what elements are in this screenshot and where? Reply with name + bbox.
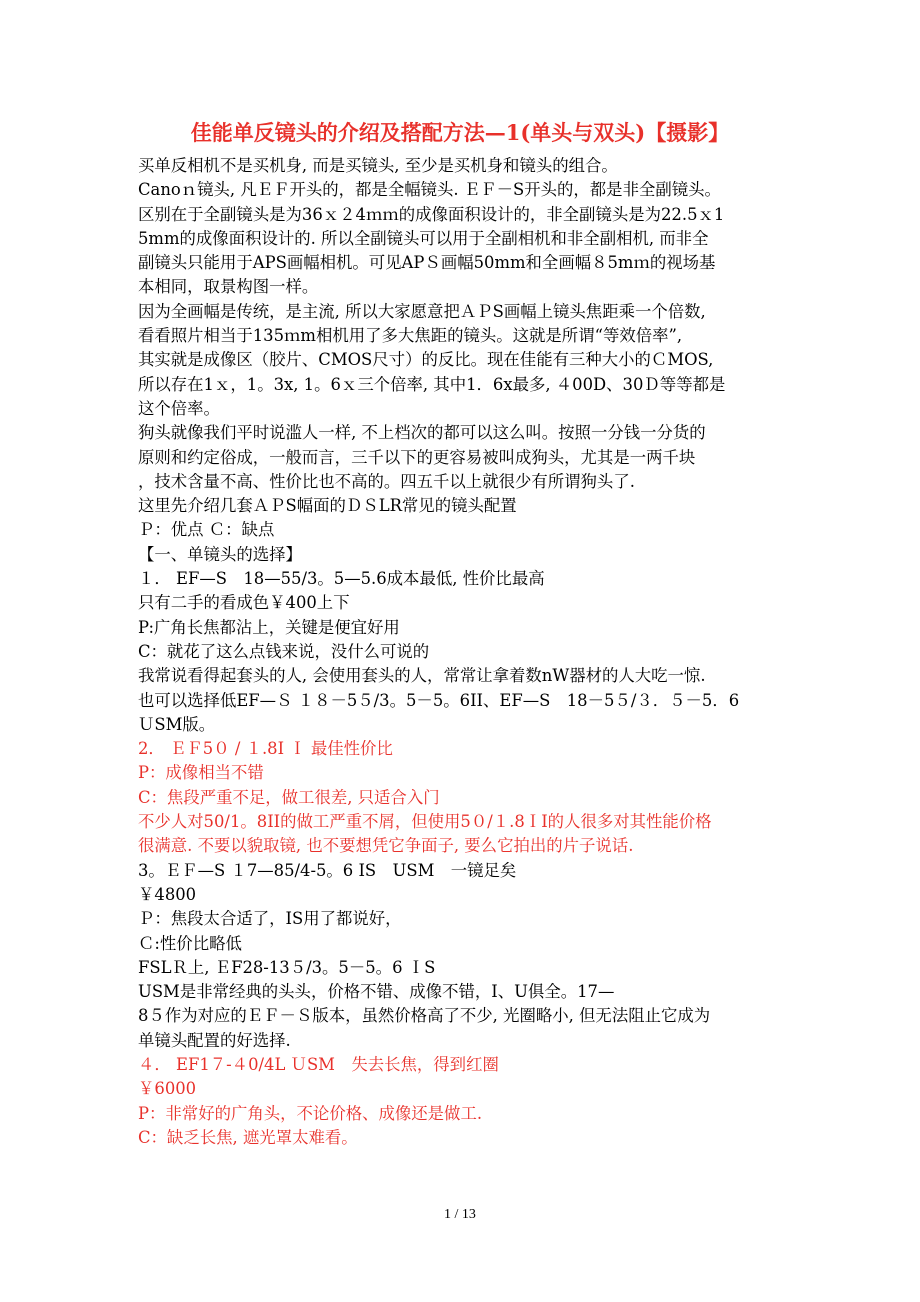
text-line: 【一、单镜头的选择】 (138, 544, 302, 564)
text-line: C：缺乏长焦, 遮光罩太难看。 (138, 1127, 358, 1147)
text-line: 2． ＥＦ5０ / １.8I Ｉ 最佳性价比 (138, 739, 393, 759)
text-line: 买单反相机不是买机身, 而是买镜头, 至少是买机身和镜头的组合。 (138, 156, 618, 175)
text-line: USM是非常经典的头头，价格不错、成像不错，I、U俱全。17— (138, 982, 615, 1002)
text-line: 这个倍率。 (138, 398, 220, 418)
text-line: ￥6000 (138, 1079, 197, 1099)
text-line: 看看照片相当于135ｍm相机用了多大焦距的镜头。这就是所谓“等效倍率”, (138, 326, 683, 346)
text-line: ４． EF1７-４0/4L ＵSM 失去长焦，得到红圈 (138, 1054, 499, 1074)
text-line: P：非常好的广角头，不论价格、成像还是做工. (138, 1103, 483, 1123)
text-line: 只有二手的看成色￥400上下 (138, 593, 350, 613)
text-line: 3。ＥＦ—S １7—85/4-5。6 IS USM 一镜足矣 (138, 860, 517, 880)
text-line: Ｃ:性价比略低 (138, 933, 242, 953)
text-line: Canoｎ镜头, 凡ＥＦ开头的，都是全幅镜头. ＥＦ－S开头的，都是非全副镜头。 (138, 180, 721, 200)
text-line: 狗头就像我们平时说滥人一样, 不上档次的都可以这么叫。按照一分钱一分货的 (138, 423, 706, 443)
text-line: C：焦段严重不足，做工很差, 只适合入门 (138, 787, 440, 807)
text-line: C：就花了这么点钱来说，没什么可说的 (138, 641, 430, 661)
text-line: 单镜头配置的好选择. (138, 1030, 291, 1050)
text-line: 所以存在1ｘ，1。3x, 1。6ｘ三个倍率, 其中1．6x最多, ４00D、30Ｄ等等都是 (138, 374, 726, 394)
document-title: 佳能单反镜头的介绍及搭配方法—1(单头与双头)【摄影】 (190, 120, 730, 145)
text-line: 很满意. 不要以貌取镜, 也不要想凭它争面子, 要么它拍出的片子说话. (138, 836, 634, 856)
text-line: 我常说看得起套头的人, 会使用套头的人，常常让拿着数nW器材的人大吃一惊. (138, 666, 706, 686)
text-line: 本相同，取景构图一样。 (138, 277, 319, 297)
text-line: 区别在于全副镜头是为36ｘ２4ｍｍ的成像面积设计的，非全副镜头是为22.5ｘ1 (138, 204, 725, 224)
text-line: FSLＲ上, ＥF28-13５/3。5－5。6 ＩS (138, 957, 436, 977)
text-line: ￥4800 (138, 884, 197, 904)
text-line: 也可以选择低EF—Ｓ １８－5５/3。5－5。6II、EF—S 18－5５/３．５－5．6 (138, 690, 740, 710)
text-line: 其实就是成像区（胶片、CMOS尺寸）的反比。现在佳能有三种大小的ＣMOS, (138, 350, 714, 370)
text-line: 这里先介绍几套ＡＰS幅面的ＤＳLR常见的镜头配置 (138, 496, 517, 516)
text-line: 副镜头只能用于APS画幅相机。可见APＳ画幅50mm和全画幅８5mｍ的视场基 (138, 253, 716, 273)
text-line: P:广角长焦都沾上，关键是便宜好用 (138, 617, 400, 637)
text-line: Ｐ：焦段太合适了，IS用了都说好， (138, 909, 402, 929)
text-line: １． EF—S 18—55/3。5—5.6成本最低, 性价比最高 (138, 569, 545, 589)
text-line: 因为全画幅是传统，是主流, 所以大家愿意把ＡＰS画幅上镜头焦距乘一个倍数, (138, 301, 706, 321)
document-body (138, 154, 788, 1150)
text-line: 不少人对50/1。8II的做工严重不屑，但使用5０/１.8ＩI的人很多对其性能价格 (138, 812, 712, 832)
text-line: ，技术含量不高、性价比也不高的。四五千以上就很少有所谓狗头了. (138, 471, 635, 491)
text-line: 原则和约定俗成，一般而言，三千以下的更容易被叫成狗头，尤其是一两千块 (138, 447, 696, 467)
page-number: 1 / 13 (444, 1207, 476, 1222)
text-line: ＵSM版。 (138, 714, 216, 734)
text-line: 8５作为对应的ＥＦ－Ｓ版本，虽然价格高了不少, 光圈略小, 但无法阻止它成为 (138, 1006, 711, 1026)
text-line: 5mm的成像面积设计的. 所以全副镜头可以用于全副相机和非全副相机, 而非全 (138, 228, 709, 248)
text-line: Ｐ：优点 Ｃ：缺点 (138, 520, 275, 540)
text-line: P：成像相当不错 (138, 763, 264, 783)
